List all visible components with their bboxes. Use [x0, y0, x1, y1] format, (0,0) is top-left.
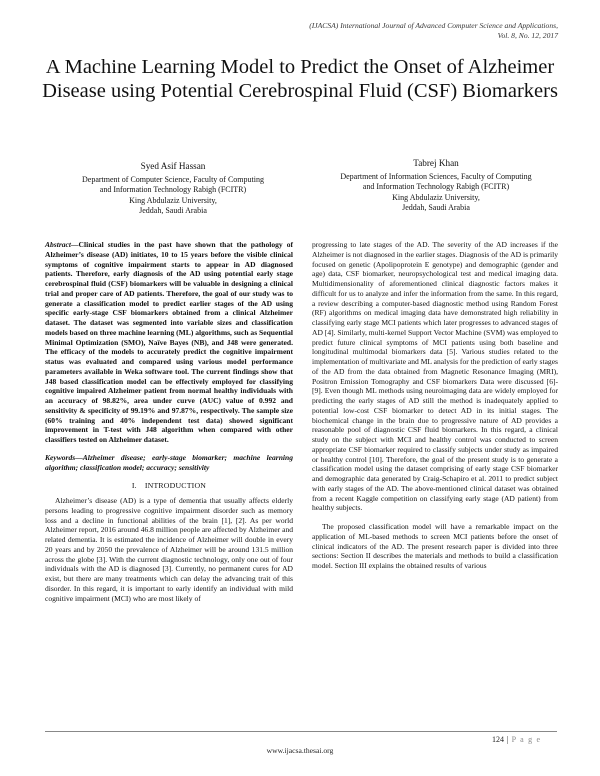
author-affiliation: Jeddah, Saudi Arabia — [402, 202, 470, 212]
section-title: INTRODUCTION — [144, 481, 207, 491]
page-separator: | — [507, 735, 509, 744]
page-divider — [45, 731, 557, 732]
author-affiliation: Jeddah, Saudi Arabia — [139, 205, 207, 215]
running-header — [198, 21, 558, 41]
section-heading-introduction — [45, 481, 293, 491]
keywords: Keywords—Alzheimer disease; early-stage biomarker; machine learning algorithm; classification model; accuracy; sensitivity — [45, 452, 293, 472]
author-affiliation: King Abdulaziz University, — [392, 192, 480, 202]
journal-name: (IJACSA) International Journal of Advanced Computer Science and Applications, — [309, 21, 558, 30]
right-column — [312, 240, 558, 571]
author-affiliation: Department of Computer Science, Faculty of Computing — [82, 175, 264, 184]
journal-volume: Vol. 8, No. 12, 2017 — [497, 31, 558, 40]
author-name: Tabrej Khan — [413, 158, 459, 168]
page-number-value: 124 — [492, 735, 504, 744]
author-block-2 — [312, 157, 560, 213]
abstract — [45, 240, 293, 445]
page-number — [492, 735, 541, 744]
body-paragraph: progressing to late stages of the AD. The severity of the AD increases if the Alzheimer is not diagnosed in the earlier stages. Diagnosis of the AD is primarily focused on genetic (Apolipoprotein E genotype) and demographic (gender and age) data, CSF biomarker, neuropsychological test and medical imaging data. Multidimensionality of aforementioned clinical diagnostic factors makes it difficult for us to analyze and infer the information from the same. In this regard, a review describing a computer-based diagnostic method using Random Forest (RF) algorithms on medical imaging data have demonstrated high reliability in classifying early stage MCI patients which later progresses to advanced stages of AD [4]. Similarly, multi-kernel Support Vector Machine (SVM) was employed to predict future clinical symptoms of MCI patients using both baseline and longitudinal multimodal biomarkers data [5]. Various studies related to the implementation of multivariate and ML analysis for the prediction of early stages of the AD from the data obtained from Magnetic Resonance Imaging (MRI), Positron Emission Tomography and CSF biomarkers Data were discussed [6]-[9]. Even though ML methods using neuroimaging data are widely employed for predicting the early stages of AD still the method is inadequately applied to potential low-cost CSF biomarker to detect AD in its initial stages. The biochemical change in the brain due to progressive nature of AD provides a reasonable pool of diagnostic CSF fluid biomarkers. In this regard, a clinical study on the subject with MCI and healthy control was conducted to screen appropriate CSF biomarker required to classify subjects under study as impaired or healthy control [10]. Therefore, the goal of the present study is to generate a classification model using the dataset comprising of early stage CSF biomarker and demographic data generated by Craig-Schapiro et al. 2011 to predict subject with early stages of the AD. The above-mentioned clinical dataset was obtained from a recent Kaggle competition on classifying early stage (AD patient) from healthy subjects. — [312, 240, 558, 513]
page-label: P a g e — [511, 735, 542, 744]
abstract-text: —Clinical studies in the past have shown that the pathology of Alzheimer’s disease (AD) initiates, 10 to 15 years before the visible clinical symptoms of cognitive impairment starts to appear in AD diagnosed patients. Therefore, early diagnosis of the AD using potential early stage cerebrospinal fluid (CSF) biomarkers will be valuable in designing a clinical trial and proper care of AD patients. Therefore, the goal of our study was to generate a classification model to predict earlier stages of the AD using specific early-stage CSF biomarkers obtained from a clinical Alzheimer dataset. The dataset was segmented into variable sizes and classification models based on three machine learning (ML) algorithms, such as Sequential Minimal Optimization (SMO), Naïve Bayes (NB), and J48 were generated. The efficacy of the models to accurately predict the cognitive impairment status was evaluated and compared using various model performance parameters available in Weka software tool. The current findings show that J48 based classification model can be effectively employed for classifying cognitive impaired Alzheimer patient from normal healthy individuals with an accuracy of 98.82%, area under curve (AUC) value of 0.992 and sensitivity & specificity of 99.19% and 97.87%, respectively. The sample size (60% training and 40% independent test data) showed significant improvement in T-test with J48 algorithm when compared with other classifiers tested on Alzheimer dataset. — [45, 240, 293, 444]
abstract-label: Abstract — [45, 240, 71, 249]
body-paragraph: The proposed classification model will have a remarkable impact on the application of ML-based methods to screen MCI patients before the onset of clinical indicators of the AD. The present research paper is divided into three sections: Section II describes the materials and methods to build a classification model. Section III explains the obtained results of various — [312, 522, 558, 570]
author-affiliation: Department of Information Sciences, Faculty of Computing — [340, 172, 532, 181]
intro-paragraph: Alzheimer’s disease (AD) is a type of dementia that usually affects elderly persons leading to progressive cognitive impairment disorder such as memory loss and a decline in functional abilities of the brain [1], [2]. As per world Alzheimer report, 2016 around 46.8 million people are affected by Alzheimer and related dementia. It is estimated the incidence of Alzheimer will double in every 20 years and by 2050 the prevalence of Alzheimer will be around 131.5 million across the globe [3]. With the current diagnostic technology, only one out of four individuals with the AD is diagnosed [3]. Currently, no permanent cures for AD exist, but there are many treatments which can delay the advancing trait of this disorder. In this regard, it is important to early identify an individual with mild cognitive impairment (MCI) who are most likely of — [45, 496, 293, 603]
left-column — [45, 240, 293, 603]
author-block-1 — [58, 160, 288, 216]
section-number: I. — [131, 481, 137, 491]
author-affiliation: King Abdulaziz University, — [129, 195, 217, 205]
author-affiliation: and Information Technology Rabigh (FCITR) — [99, 185, 247, 195]
paper-title: A Machine Learning Model to Predict the Onset of Alzheimer Disease using Potential Cerebrospinal Fluid (CSF) Biomarkers — [42, 56, 558, 102]
author-affiliation: and Information Technology Rabigh (FCITR) — [362, 182, 510, 192]
author-name: Syed Asif Hassan — [140, 161, 206, 171]
footer-url: www.ijacsa.thesai.org — [266, 746, 334, 755]
